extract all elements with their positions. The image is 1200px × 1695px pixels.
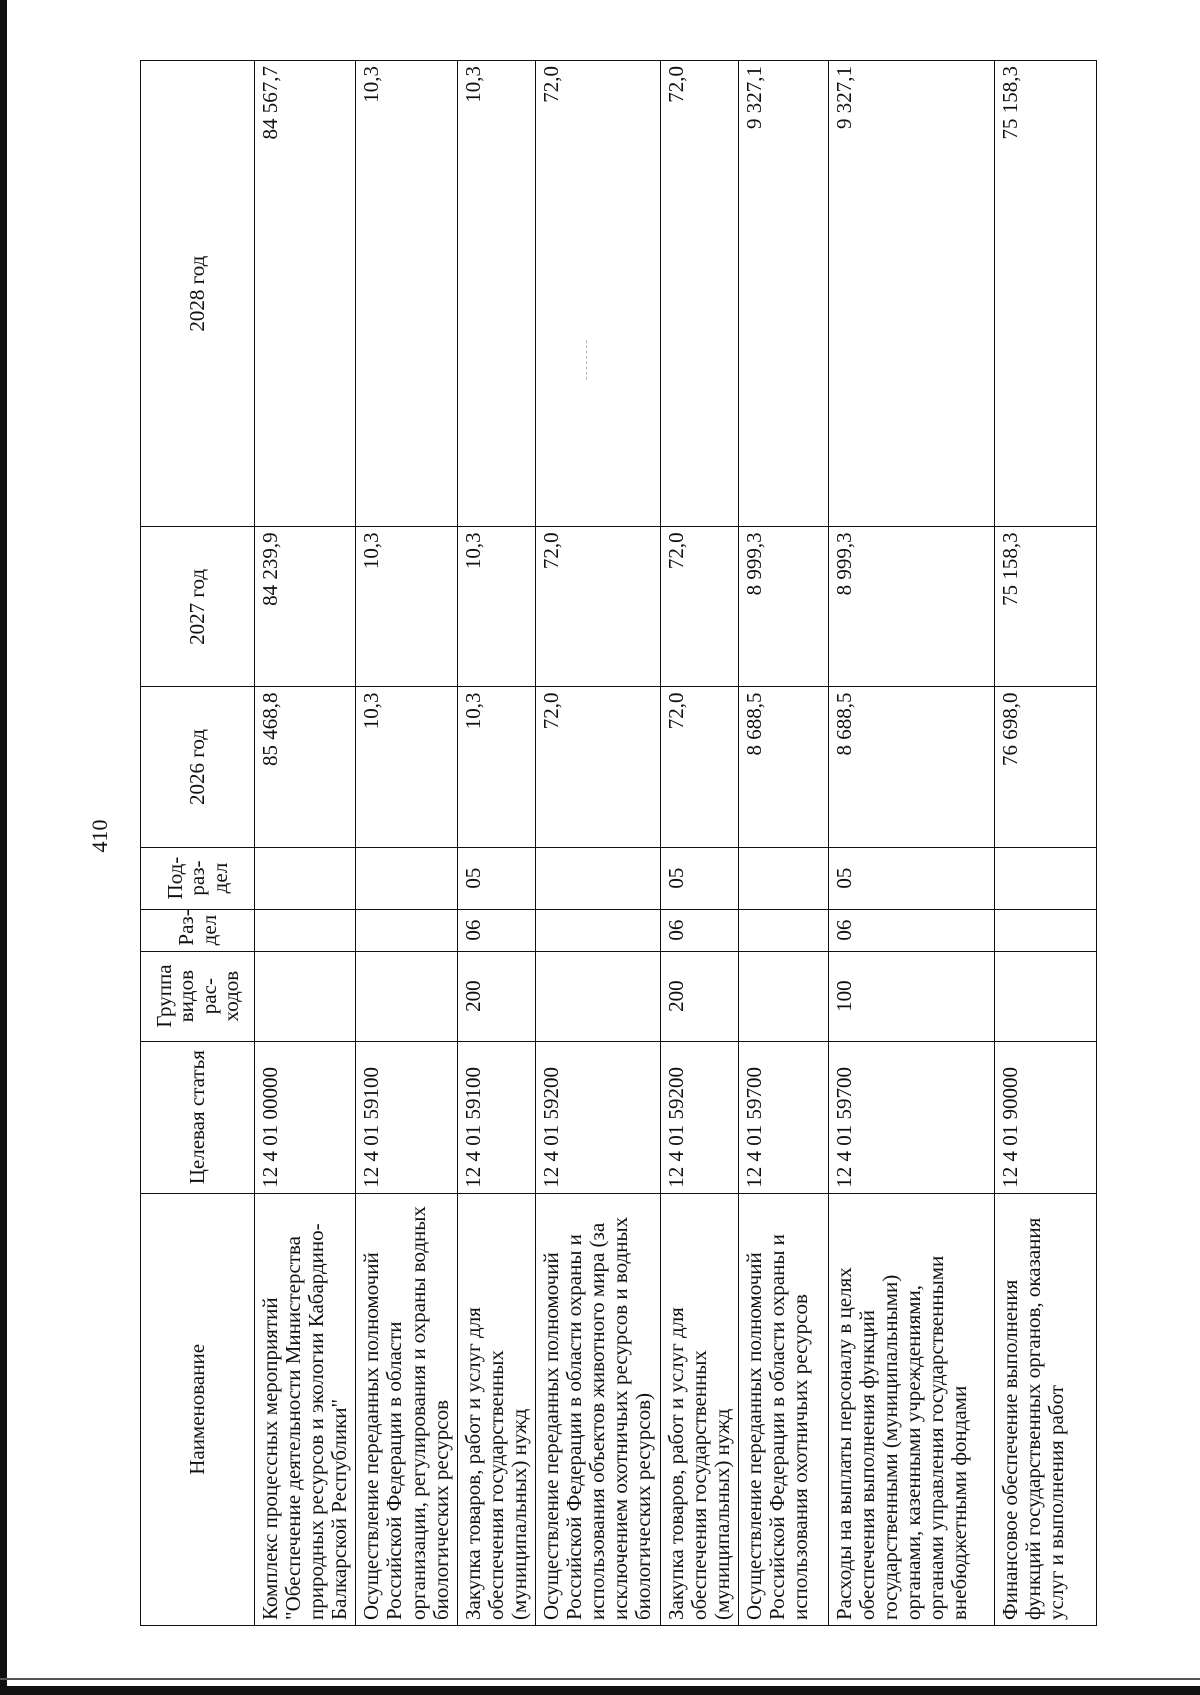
header-year-2028: 2028 год: [141, 61, 255, 527]
table-row: [536, 61, 660, 1626]
row-value-2027: 10,3: [356, 527, 457, 687]
table-row: [356, 61, 457, 1626]
row-value-2028: 72,0: [660, 61, 738, 527]
table-row: [457, 61, 535, 1626]
header-subsection: Под-раз-дел: [141, 847, 255, 909]
row-section: [994, 909, 1096, 951]
header-year-2027: 2027 год: [141, 527, 255, 687]
row-value-2028: 72,0: [536, 61, 660, 527]
scan-edge-band: [0, 1686, 1200, 1695]
row-name: Закупка товаров, работ и услуг для обеспечения государственных (муниципальных) нужд: [457, 1193, 535, 1625]
table-header-row: [141, 61, 255, 1626]
row-expense-group: 200: [457, 951, 535, 1041]
row-target-article: 12 4 01 59700: [828, 1041, 994, 1193]
row-name: Осуществление переданных полномочий Российской Федерации в области охраны и использования объектов животного мира (за исключением охотничьих ресурсов и водных биологических ресурсов): [536, 1193, 660, 1625]
row-value-2028: 9 327,1: [738, 61, 828, 527]
row-section: [536, 909, 660, 951]
row-name: Расходы на выплаты персоналу в целях обеспечения выполнения функций государственными (муниципальными) органами, казенными учреждениями, органами управления государственными внебюджетными фондами: [828, 1193, 994, 1625]
row-value-2027: 75 158,3: [994, 527, 1096, 687]
row-section: [356, 909, 457, 951]
row-subsection: [255, 847, 356, 909]
row-name: Финансовое обеспечение выполнения функций государственных органов, оказания услуг и выполнения работ: [994, 1193, 1096, 1625]
row-value-2026: 10,3: [457, 687, 535, 847]
row-subsection: [738, 847, 828, 909]
row-target-article: 12 4 01 90000: [994, 1041, 1096, 1193]
row-name: Закупка товаров, работ и услуг для обеспечения государственных (муниципальных) нужд: [660, 1193, 738, 1625]
header-expense-group: Группа видов рас-ходов: [141, 951, 255, 1041]
row-name: Осуществление переданных полномочий Российской Федерации в области охраны и использования охотничьих ресурсов: [738, 1193, 828, 1625]
row-expense-group: [738, 951, 828, 1041]
table-row: [255, 61, 356, 1626]
header-section: Раз-дел: [141, 909, 255, 951]
row-value-2026: 76 698,0: [994, 687, 1096, 847]
row-value-2027: 8 999,3: [738, 527, 828, 687]
table-container: [140, 60, 1068, 1626]
row-target-article: 12 4 01 59200: [536, 1041, 660, 1193]
rotated-table-frame: [140, 60, 1068, 1626]
row-value-2028: 9 327,1: [828, 61, 994, 527]
row-value-2028: 10,3: [356, 61, 457, 527]
scan-edge-line: [0, 1678, 1200, 1680]
row-expense-group: [356, 951, 457, 1041]
row-expense-group: 100: [828, 951, 994, 1041]
row-expense-group: [994, 951, 1096, 1041]
row-subsection: 05: [457, 847, 535, 909]
table-row: [738, 61, 828, 1626]
table-row: [994, 61, 1096, 1626]
page-number: 410: [87, 819, 112, 853]
row-expense-group: [255, 951, 356, 1041]
row-expense-group: 200: [660, 951, 738, 1041]
row-name: Комплекс процессных мероприятий "Обеспечение деятельности Министерства природных ресурсов и экологии Кабардино-Балкарской Республики": [255, 1193, 356, 1625]
row-section: 06: [660, 909, 738, 951]
row-target-article: 12 4 01 59700: [738, 1041, 828, 1193]
row-value-2026: 72,0: [536, 687, 660, 847]
row-value-2026: 10,3: [356, 687, 457, 847]
row-section: 06: [828, 909, 994, 951]
budget-table: [140, 60, 1097, 1626]
row-section: [255, 909, 356, 951]
row-value-2028: 75 158,3: [994, 61, 1096, 527]
row-value-2028: 10,3: [457, 61, 535, 527]
row-value-2026: 85 468,8: [255, 687, 356, 847]
row-value-2026: 8 688,5: [828, 687, 994, 847]
row-expense-group: [536, 951, 660, 1041]
row-target-article: 12 4 01 00000: [255, 1041, 356, 1193]
table-row: [660, 61, 738, 1626]
row-value-2028: 84 567,7: [255, 61, 356, 527]
row-target-article: 12 4 01 59200: [660, 1041, 738, 1193]
row-subsection: 05: [828, 847, 994, 909]
row-subsection: [994, 847, 1096, 909]
row-section: [738, 909, 828, 951]
header-name: Наименование: [141, 1193, 255, 1625]
header-target-article: Целевая статья: [141, 1041, 255, 1193]
row-value-2027: 84 239,9: [255, 527, 356, 687]
header-year-2026: 2026 год: [141, 687, 255, 847]
scan-margin: [0, 0, 7, 1695]
row-subsection: [536, 847, 660, 909]
row-name: Осуществление переданных полномочий Российской Федерации в области организации, регулирования и охраны водных биологических ресурсов: [356, 1193, 457, 1625]
row-value-2027: 8 999,3: [828, 527, 994, 687]
row-target-article: 12 4 01 59100: [457, 1041, 535, 1193]
row-section: 06: [457, 909, 535, 951]
row-value-2026: 8 688,5: [738, 687, 828, 847]
row-value-2027: 72,0: [660, 527, 738, 687]
row-target-article: 12 4 01 59100: [356, 1041, 457, 1193]
row-value-2026: 72,0: [660, 687, 738, 847]
row-subsection: [356, 847, 457, 909]
row-value-2027: 72,0: [536, 527, 660, 687]
row-value-2027: 10,3: [457, 527, 535, 687]
table-row: [828, 61, 994, 1626]
row-subsection: 05: [660, 847, 738, 909]
